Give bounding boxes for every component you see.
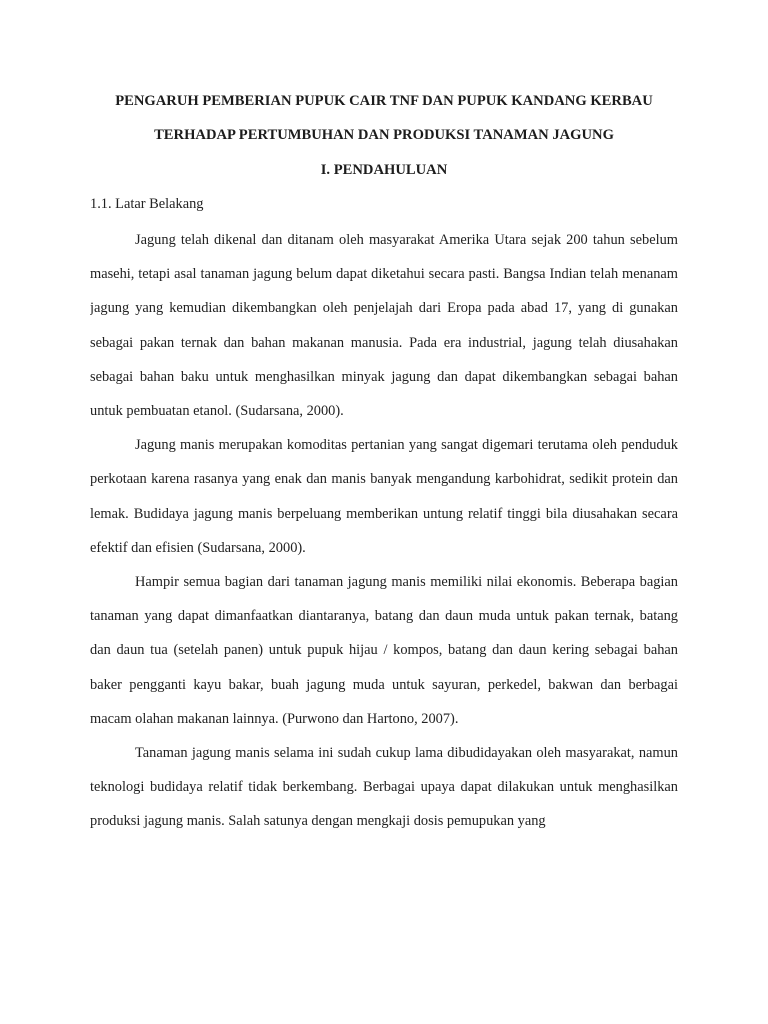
section-heading: 1.1. Latar Belakang [90, 196, 204, 212]
paragraph-3: Hampir semua bagian dari tanaman jagung manis memiliki nilai ekonomis. Beberapa bagian tanaman yang dapat dimanfaatkan diantaranya, batang dan daun muda untuk pakan ternak, batang dan daun tua (setelah panen) untuk pupuk hijau / kompos, batang dan daun kering sebagai bahan baker pengganti kayu bakar, buah jagung muda untuk sayuran, perkedel, bakwan dan berbagai macam olahan makanan lainnya. (Purwono dan Hartono, 2007). [90, 574, 678, 727]
chapter-heading: I. PENDAHULUAN [320, 162, 448, 178]
paragraph-4: Tanaman jagung manis selama ini sudah cukup lama dibudidayakan oleh masyarakat, namun teknologi budidaya relatif tidak berkembang. Berbagai upaya dapat dilakukan untuk menghasilkan produksi jagung manis. Salah satunya dengan mengkaji dosis pemupukan yang [90, 745, 678, 830]
body-text [90, 223, 678, 841]
document-title-line-2: TERHADAP PERTUMBUHAN DAN PRODUKSI TANAMAN JAGUNG [154, 127, 614, 143]
paragraph-2: Jagung manis merupakan komoditas pertanian yang sangat digemari terutama oleh penduduk perkotaan karena rasanya yang enak dan manis banyak mengandung karbohidrat, sedikit protein dan lemak. Budidaya jagung manis berpeluang memberikan untung relatif tinggi bila diusahakan secara efektif dan efisien (Sudarsana, 2000). [90, 437, 678, 556]
document-title-line-1: PENGARUH PEMBERIAN PUPUK CAIR TNF DAN PUPUK KANDANG KERBAU [115, 93, 653, 109]
paragraph-1: Jagung telah dikenal dan ditanam oleh masyarakat Amerika Utara sejak 200 tahun sebelum masehi, tetapi asal tanaman jagung belum dapat diketahui secara pasti. Bangsa Indian telah menanam jagung yang kemudian dikembangkan oleh penjelajah dari Eropa pada abad 17, yang di gunakan sebagai pakan ternak dan bahan makanan manusia. Pada era industrial, jagung telah diusahakan sebagai bahan baku untuk menghasilkan minyak jagung dan dapat dikembangkan sebagai bahan untuk pembuatan etanol. (Sudarsana, 2000). [90, 232, 678, 420]
